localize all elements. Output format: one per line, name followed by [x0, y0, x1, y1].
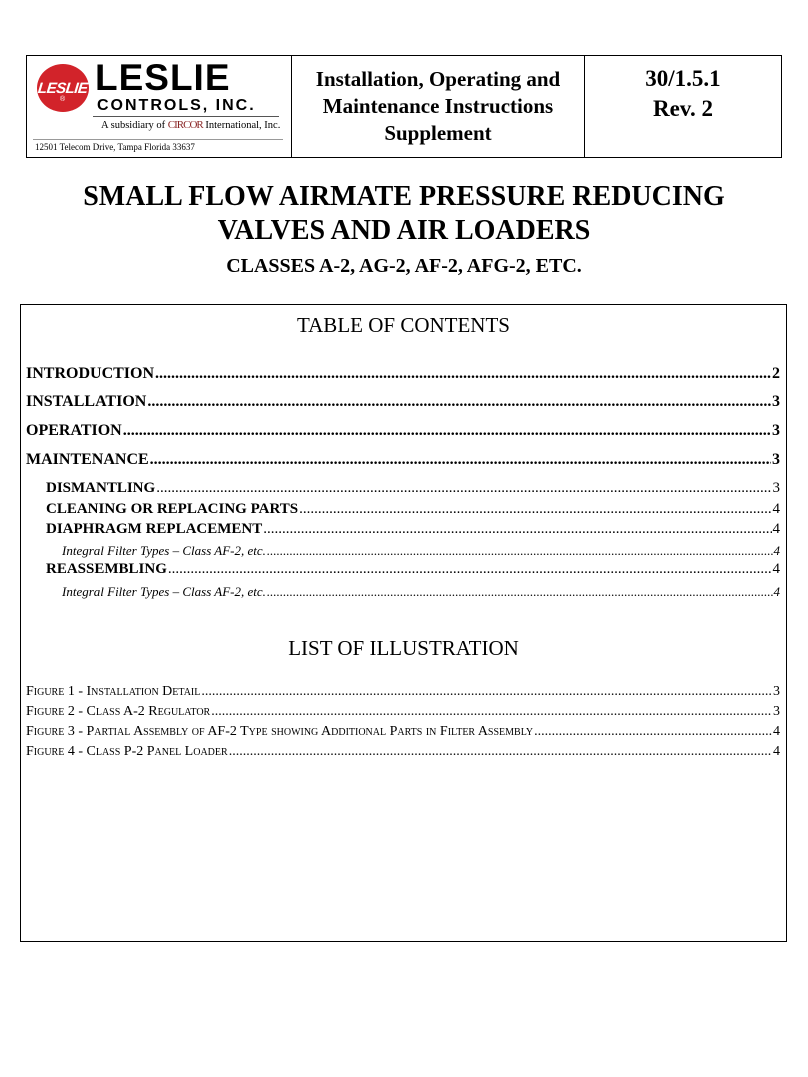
doc-revision: Rev. 2 — [652, 96, 714, 121]
toc-leader — [150, 451, 771, 469]
main-subtitle: CLASSES A-2, AG-2, AF-2, AFG-2, ETC. — [226, 255, 582, 277]
company-logo-block — [27, 56, 292, 157]
subsidiary-prefix: A subsidiary of — [101, 120, 168, 131]
main-title-block — [0, 180, 808, 280]
circor-brand: CIRCOR — [167, 119, 203, 131]
figure-entry-page: 4 — [773, 744, 780, 759]
registered-mark: ® — [60, 96, 66, 103]
toc-entry-page: 4 — [773, 584, 780, 599]
toc-entry-reassembling[interactable] — [46, 561, 780, 578]
doc-title-cell — [292, 56, 585, 157]
logo-mark-text: LESLIE — [37, 79, 89, 97]
company-subname: CONTROLS, INC. — [97, 97, 256, 114]
figure-entry-label: Figure 2 - Class A-2 Regulator — [26, 704, 211, 719]
toc-entry-page: 4 — [772, 561, 780, 577]
toc-box — [20, 304, 787, 942]
figure-entry-3[interactable] — [26, 724, 780, 740]
toc-entry-page: 4 — [772, 501, 780, 517]
toc-entry-label: Integral Filter Types – Class AF-2, etc. — [62, 543, 266, 558]
toc-entry-label: CLEANING OR REPLACING PARTS — [46, 501, 299, 517]
doc-title: Installation, Operating and Maintenance Instructions Supplement — [315, 67, 561, 145]
main-title-line-1: SMALL FLOW AIRMATE PRESSURE REDUCING — [83, 181, 725, 212]
figure-entry-page: 3 — [773, 684, 780, 699]
toc-entry-page: 4 — [773, 543, 780, 558]
toc-entry-diaphragm[interactable] — [46, 521, 780, 538]
subsidiary-suffix: International, Inc. — [202, 120, 281, 131]
toc-leader — [263, 521, 771, 538]
toc-leader — [211, 704, 772, 720]
main-title-line-2: VALVES AND AIR LOADERS — [217, 215, 591, 246]
doc-number: 30/1.5.1 — [645, 66, 721, 91]
toc-entry-label: MAINTENANCE — [26, 451, 149, 468]
toc-leader — [201, 684, 772, 700]
figure-entry-label: Figure 1 - Installation Detail — [26, 684, 201, 699]
figure-entry-page: 4 — [773, 724, 780, 739]
toc-entry-label: DISMANTLING — [46, 480, 156, 496]
doc-number-cell — [585, 56, 781, 157]
toc-leader — [123, 422, 771, 440]
illustrations-heading: LIST OF ILLUSTRATION — [288, 636, 519, 660]
logo-divider — [93, 116, 279, 117]
toc-entry-page: 3 — [772, 480, 780, 496]
figure-entry-1[interactable] — [26, 684, 780, 700]
toc-entry-page: 3 — [772, 422, 780, 439]
toc-entry-label: OPERATION — [26, 422, 122, 439]
toc-entry-label: Integral Filter Types – Class AF-2, etc. — [62, 584, 266, 599]
toc-entry-label: INSTALLATION — [26, 393, 147, 410]
company-name: LESLIE — [95, 57, 231, 98]
toc-leader — [168, 561, 772, 578]
figure-entry-2[interactable] — [26, 704, 780, 720]
figure-entry-label: Figure 3 - Partial Assembly of AF-2 Type showing Additional Parts in Filter Assembly — [26, 724, 534, 739]
figure-entry-page: 3 — [773, 704, 780, 719]
leslie-logo-mark — [37, 64, 89, 112]
toc-entry-label: REASSEMBLING — [46, 561, 167, 577]
figure-entry-4[interactable] — [26, 744, 780, 760]
toc-entry-label: DIAPHRAGM REPLACEMENT — [46, 521, 263, 537]
company-address: 12501 Telecom Drive, Tampa Florida 33637 — [35, 142, 195, 152]
toc-entry-label: INTRODUCTION — [26, 365, 155, 382]
toc-leader — [534, 724, 772, 740]
toc-entry-page: 3 — [772, 451, 780, 468]
toc-leader — [299, 501, 771, 518]
toc-entry-page: 3 — [772, 393, 780, 410]
toc-leader — [147, 393, 771, 411]
toc-entry-cleaning[interactable] — [46, 501, 780, 518]
toc-heading: TABLE OF CONTENTS — [297, 313, 510, 337]
toc-leader — [267, 543, 773, 559]
toc-entry-installation[interactable] — [26, 393, 780, 411]
toc-leader — [156, 480, 771, 497]
toc-entry-maintenance[interactable] — [26, 451, 780, 469]
toc-entry-page: 4 — [772, 521, 780, 537]
address-divider — [33, 139, 283, 140]
toc-entry-integral-filter-2[interactable] — [62, 584, 780, 600]
toc-entry-integral-filter-1[interactable] — [62, 543, 780, 559]
toc-entry-operation[interactable] — [26, 422, 780, 440]
toc-entry-dismantling[interactable] — [46, 480, 780, 497]
toc-leader — [229, 744, 772, 760]
document-header — [26, 55, 782, 158]
toc-leader — [267, 584, 773, 600]
toc-leader — [155, 365, 771, 383]
toc-entry-introduction[interactable] — [26, 365, 780, 383]
subsidiary-line — [101, 119, 280, 131]
toc-entry-page: 2 — [772, 365, 780, 382]
figure-entry-label: Figure 4 - Class P-2 Panel Loader — [26, 744, 228, 759]
